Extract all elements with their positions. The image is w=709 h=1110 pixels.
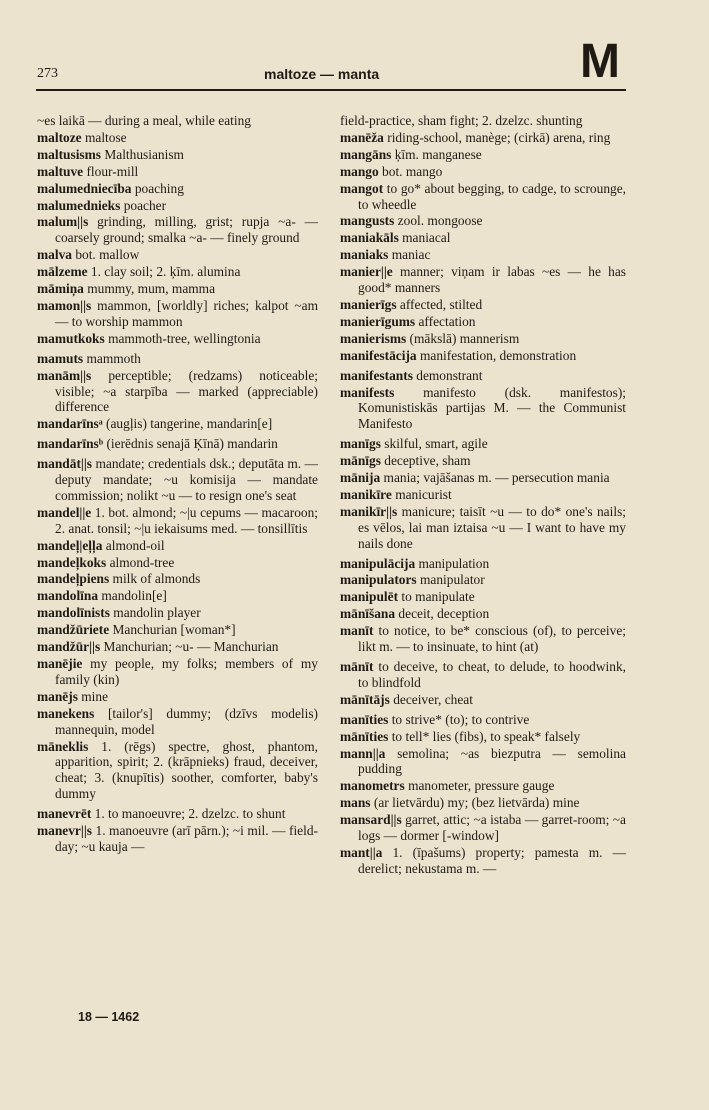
entry-headword: mānīties bbox=[340, 728, 389, 744]
entry-headword: manekens bbox=[37, 705, 95, 721]
entry-definition: semolina; ~as biezputra — semolina pudding bbox=[358, 745, 626, 777]
dictionary-entry bbox=[37, 588, 318, 604]
entry-definition: maniacal bbox=[398, 230, 451, 246]
dictionary-entry bbox=[340, 331, 626, 347]
dictionary-entry bbox=[37, 689, 318, 705]
entry-headword: mangot bbox=[340, 180, 384, 196]
dictionary-entry bbox=[37, 181, 318, 197]
entry-headword: manipulēt bbox=[340, 589, 399, 605]
entry-headword: manēža bbox=[340, 129, 384, 145]
entry-headword: manierīgums bbox=[340, 313, 416, 329]
entry-definition: maltose bbox=[81, 129, 127, 145]
right-column bbox=[340, 113, 626, 878]
entry-headword: mamuts bbox=[37, 350, 84, 366]
entry-definition: mammoth-tree, wellingtonia bbox=[104, 330, 261, 346]
dictionary-entry bbox=[340, 113, 626, 129]
entry-definition: ķīm. manganese bbox=[391, 146, 482, 162]
dictionary-entry bbox=[340, 487, 626, 503]
dictionary-entry bbox=[340, 297, 626, 313]
printer-signature: 18 — 1462 bbox=[78, 1010, 140, 1024]
entry-definition: riding-school, manège; (cirkā) arena, ring bbox=[383, 129, 611, 145]
dictionary-entry bbox=[340, 314, 626, 330]
entry-headword: manierisms bbox=[340, 330, 407, 346]
entry-headword: mandeļ|eļļa bbox=[37, 537, 103, 553]
entry-headword: manier||e bbox=[340, 264, 393, 280]
entry-headword: mann||a bbox=[340, 745, 386, 761]
page-number: 273 bbox=[37, 66, 58, 81]
dictionary-entry bbox=[340, 729, 626, 745]
dictionary-entry bbox=[340, 692, 626, 708]
entry-definition: (ierēdnis senajā Ķīnā) mandarin bbox=[103, 436, 278, 452]
dictionary-entry bbox=[340, 812, 626, 844]
entry-definition: ~es laikā — during a meal, while eating bbox=[37, 113, 251, 128]
entry-definition: manipulation bbox=[415, 555, 490, 571]
dictionary-entry bbox=[37, 436, 318, 452]
entry-headword: mānija bbox=[340, 470, 381, 486]
entry-definition: to notice, to be* conscious (of), to perceive; likt m. — to insinuate, to hint (at) bbox=[358, 623, 626, 655]
entry-headword: mandeļpiens bbox=[37, 571, 110, 587]
entry-headword: manevr||s bbox=[37, 823, 92, 839]
dictionary-entry bbox=[340, 130, 626, 146]
dictionary-entry bbox=[37, 351, 318, 367]
entry-headword: manierīgs bbox=[340, 296, 397, 312]
entry-headword: manometrs bbox=[340, 778, 405, 794]
entry-headword: malumednieks bbox=[37, 197, 121, 213]
dictionary-entry bbox=[340, 845, 626, 877]
dictionary-entry bbox=[37, 214, 318, 246]
dictionary-entry bbox=[340, 712, 626, 728]
dictionary-entry bbox=[340, 795, 626, 811]
entry-headword: mālzeme bbox=[37, 264, 88, 280]
dictionary-entry bbox=[37, 505, 318, 537]
entry-definition: mandate; credentials dsk.; deputāta m. — deputy mandate; ~u komisija — mandate commission; nolikt ~u — to resign one's seat bbox=[55, 456, 318, 503]
entry-headword: mandarīnsᵇ bbox=[37, 436, 104, 452]
entry-definition: (mākslā) mannerism bbox=[406, 330, 520, 346]
entry-definition: field-practice, sham fight; 2. dzelzc. shunting bbox=[340, 113, 583, 128]
dictionary-entry bbox=[37, 622, 318, 638]
entry-definition: mania; vajāšanas m. — persecution mania bbox=[380, 470, 610, 486]
entry-definition: affected, stilted bbox=[396, 296, 483, 312]
dictionary-entry bbox=[340, 213, 626, 229]
entry-headword: manevrēt bbox=[37, 806, 92, 822]
dictionary-entry bbox=[37, 281, 318, 297]
dictionary-entry bbox=[37, 456, 318, 504]
dictionary-entry bbox=[37, 416, 318, 432]
entry-headword: mandžūriete bbox=[37, 622, 110, 638]
entry-definition: to manipulate bbox=[398, 589, 475, 605]
entry-definition: mummy, mum, mamma bbox=[83, 281, 216, 297]
header-rule bbox=[36, 89, 626, 91]
dictionary-entry bbox=[340, 589, 626, 605]
dictionary-entry bbox=[340, 230, 626, 246]
entry-headword: manīties bbox=[340, 711, 389, 727]
entry-headword: mānīgs bbox=[340, 453, 381, 469]
entry-headword: mānīšana bbox=[340, 606, 396, 622]
dictionary-entry bbox=[340, 470, 626, 486]
entry-definition: Malthusianism bbox=[101, 146, 184, 162]
dictionary-entry bbox=[340, 623, 626, 655]
dictionary-entry bbox=[37, 113, 318, 129]
dictionary-entry bbox=[340, 147, 626, 163]
entry-definition: poacher bbox=[120, 197, 167, 213]
entry-headword: mānītājs bbox=[340, 691, 390, 707]
section-letter: M bbox=[580, 35, 618, 88]
entry-definition: manicurist bbox=[391, 486, 452, 502]
entry-definition: almond-oil bbox=[102, 537, 165, 553]
entry-definition: manipulator bbox=[416, 572, 485, 588]
entry-definition: Manchurian [woman*] bbox=[109, 622, 236, 638]
entry-definition: to strive* (to); to contrive bbox=[388, 711, 530, 727]
entry-definition: demonstrant bbox=[412, 367, 483, 383]
entry-headword: maltusisms bbox=[37, 146, 101, 162]
entry-headword: mant||a bbox=[340, 844, 383, 860]
entry-definition: affectation bbox=[415, 313, 476, 329]
entry-headword: manām||s bbox=[37, 367, 92, 383]
dictionary-entry bbox=[37, 368, 318, 416]
entry-headword: mandarīnsᵃ bbox=[37, 416, 103, 432]
entry-headword: manējs bbox=[37, 688, 78, 704]
dictionary-entry bbox=[340, 659, 626, 691]
entry-definition: manicure; taisīt ~u — to do* one's nails; es vēlos, lai man iztaisa ~u — I want to have my nails done bbox=[358, 503, 626, 551]
dictionary-entry bbox=[37, 571, 318, 587]
dictionary-entry bbox=[340, 264, 626, 296]
dictionary-entry bbox=[37, 806, 318, 822]
entry-definition: mammon, [worldly] riches; kalpot ~am — to worship mammon bbox=[55, 297, 318, 329]
entry-definition: mandolin[e] bbox=[98, 588, 167, 604]
entry-definition: bot. mallow bbox=[71, 247, 140, 263]
entry-headword: mans bbox=[340, 795, 371, 811]
entry-definition: perceptible; (redzams) noticeable; visible; ~a starpība — marked (appreciable) difference bbox=[55, 367, 318, 415]
entry-headword: manikīre bbox=[340, 486, 392, 502]
entry-headword: manifestācija bbox=[340, 347, 417, 363]
entry-headword: malumedniecība bbox=[37, 180, 132, 196]
entry-definition: zool. mongoose bbox=[394, 213, 483, 229]
dictionary-entry bbox=[37, 639, 318, 655]
entry-definition: to go* about begging, to cadge, to scrounge, to wheedle bbox=[358, 180, 626, 212]
entry-headword: mandāt||s bbox=[37, 456, 93, 472]
entry-definition: skilful, smart, agile bbox=[380, 436, 488, 452]
dictionary-entry bbox=[37, 331, 318, 347]
entry-headword: mandeļkoks bbox=[37, 554, 107, 570]
entry-headword: maltuve bbox=[37, 163, 84, 179]
dictionary-entry bbox=[37, 298, 318, 330]
dictionary-entry bbox=[340, 368, 626, 384]
dictionary-entry bbox=[340, 385, 626, 433]
dictionary-entry bbox=[37, 823, 318, 855]
entry-headword: manikīr||s bbox=[340, 503, 398, 519]
entry-headword: maniakāls bbox=[340, 230, 399, 246]
entry-definition: 1. manoeuvre (arī pārn.); ~i mil. — field-day; ~u kauja — bbox=[55, 823, 318, 854]
dictionary-entry bbox=[340, 556, 626, 572]
entry-headword: manipulācija bbox=[340, 555, 416, 571]
entry-definition: manner; viņam ir labas ~es — he has good* manners bbox=[358, 264, 626, 296]
dictionary-entry bbox=[37, 555, 318, 571]
entry-definition: poaching bbox=[131, 180, 184, 196]
entry-headword: mandolīnists bbox=[37, 605, 110, 621]
running-title: maltoze — manta bbox=[264, 66, 380, 82]
entry-headword: manīt bbox=[340, 623, 374, 639]
dictionary-entry bbox=[37, 706, 318, 738]
dictionary-entry bbox=[37, 130, 318, 146]
entry-headword: mandolīna bbox=[37, 588, 99, 604]
entry-definition: Manchurian; ~u- — Manchurian bbox=[100, 639, 279, 655]
entry-definition: garret, attic; ~a istaba — garret-room; ~a logs — dormer [-window] bbox=[358, 812, 626, 844]
entry-headword: mandel||e bbox=[37, 504, 92, 520]
entry-headword: mānīt bbox=[340, 659, 374, 674]
entry-definition: to tell* lies (fibs), to speak* falsely bbox=[388, 728, 581, 744]
entry-headword: manējie bbox=[37, 656, 83, 671]
dictionary-entry bbox=[37, 739, 318, 803]
dictionary-entry bbox=[340, 504, 626, 552]
entry-definition: 1. (rēgs) spectre, ghost, phantom, apparition, spirit; 2. (krāpnieks) fraud, deceiver, cheat; 3. (knupītis) soother, comforter, baby's dummy bbox=[55, 738, 318, 802]
dictionary-entry bbox=[340, 453, 626, 469]
dictionary-entry bbox=[340, 247, 626, 263]
left-column bbox=[37, 113, 318, 856]
entry-headword: mansard||s bbox=[340, 812, 402, 828]
entry-definition: [tailor's] dummy; (dzīvs modelis) mannequin, model bbox=[55, 705, 318, 737]
entry-headword: mamutkoks bbox=[37, 330, 105, 346]
dictionary-entry bbox=[37, 538, 318, 554]
entry-headword: manipulators bbox=[340, 572, 417, 588]
entry-definition: maniac bbox=[388, 247, 431, 263]
dictionary-entry bbox=[37, 198, 318, 214]
entry-definition: milk of almonds bbox=[109, 571, 201, 587]
entry-definition: deceiver, cheat bbox=[389, 691, 473, 707]
entry-definition: (augļis) tangerine, mandarin[e] bbox=[102, 416, 273, 432]
entry-headword: mangusts bbox=[340, 213, 395, 229]
entry-definition: mammoth bbox=[83, 350, 141, 366]
dictionary-entry bbox=[340, 164, 626, 180]
entry-definition: 1. bot. almond; ~|u cepums — macaroon; 2. anat. tonsil; ~|u iekaisums med. — tonsillītis bbox=[55, 504, 318, 536]
dictionary-entry bbox=[340, 436, 626, 452]
entry-definition: manometer, pressure gauge bbox=[404, 778, 555, 794]
dictionary-entry bbox=[37, 247, 318, 263]
entry-definition: flour-mill bbox=[83, 163, 139, 179]
entry-definition: my people, my folks; members of my family (kin) bbox=[55, 656, 318, 687]
dictionary-entry bbox=[37, 605, 318, 621]
entry-headword: mangāns bbox=[340, 146, 392, 162]
entry-headword: malva bbox=[37, 247, 72, 263]
entry-definition: deceit, deception bbox=[395, 606, 490, 622]
entry-definition: grinding, milling, grist; rupja ~a- — coarsely ground; smalka ~a- — finely ground bbox=[55, 214, 318, 246]
entry-headword: māneklis bbox=[37, 738, 89, 754]
entry-definition: manifesto (dsk. manifestos); Komunistiskās partijas M. — the Communist Manifesto bbox=[358, 384, 626, 432]
entry-headword: māmiņa bbox=[37, 281, 84, 297]
dictionary-entry bbox=[340, 746, 626, 778]
entry-headword: mandžūr||s bbox=[37, 639, 101, 655]
dictionary-entry bbox=[37, 164, 318, 180]
entry-definition: mandolin player bbox=[109, 605, 201, 621]
dictionary-entry bbox=[37, 264, 318, 280]
dictionary-entry bbox=[37, 147, 318, 163]
entry-definition: mine bbox=[77, 688, 109, 704]
entry-headword: manīgs bbox=[340, 436, 381, 452]
entry-definition: almond-tree bbox=[106, 554, 175, 570]
entry-definition: 1. to manoeuvre; 2. dzelzc. to shunt bbox=[91, 806, 286, 822]
entry-definition: manifestation, demonstration bbox=[416, 347, 577, 363]
entry-headword: manifestants bbox=[340, 367, 413, 383]
entry-definition: deceptive, sham bbox=[380, 453, 471, 469]
entry-definition: 1. clay soil; 2. ķīm. alumina bbox=[87, 264, 241, 280]
entry-definition: (ar lietvārdu) my; (bez lietvārda) mine bbox=[370, 795, 580, 811]
dictionary-entry bbox=[340, 572, 626, 588]
entry-definition: bot. mango bbox=[378, 163, 443, 179]
dictionary-entry bbox=[340, 606, 626, 622]
dictionary-entry bbox=[340, 348, 626, 364]
dictionary-entry bbox=[340, 181, 626, 213]
entry-headword: mamon||s bbox=[37, 297, 92, 313]
entry-definition: 1. (īpašums) property; pamesta m. — derelict; nekustama m. — bbox=[358, 844, 626, 876]
entry-headword: manifests bbox=[340, 384, 395, 400]
entry-headword: mango bbox=[340, 163, 379, 179]
entry-headword: maltoze bbox=[37, 129, 82, 145]
entry-headword: maniaks bbox=[340, 247, 389, 263]
entry-headword: malum||s bbox=[37, 214, 89, 230]
entry-definition: to deceive, to cheat, to delude, to hoodwink, to blindfold bbox=[358, 659, 626, 690]
dictionary-entry bbox=[340, 778, 626, 794]
dictionary-entry bbox=[37, 656, 318, 688]
